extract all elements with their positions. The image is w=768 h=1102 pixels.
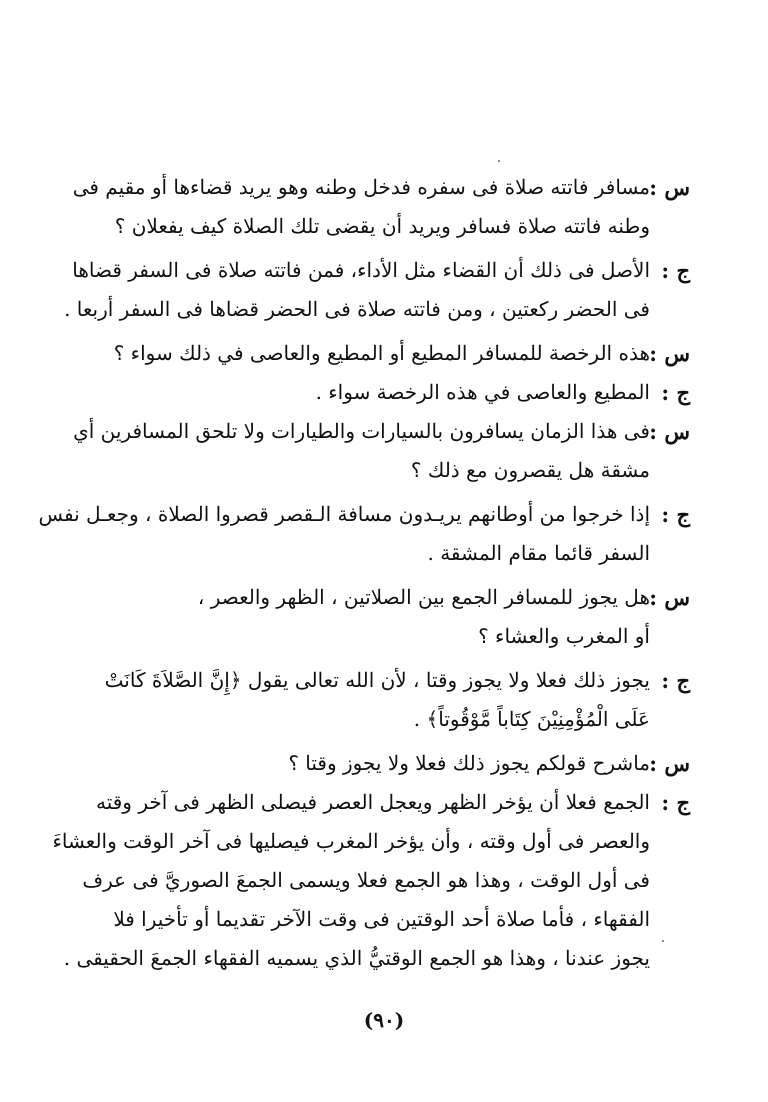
- text-line: السفر قائما مقام المشقة .: [427, 541, 650, 565]
- text-line: والعصر فى أول وقته ، وأن يؤخر المغرب فيصليها فى آخر الوقت والعشاءَ: [52, 829, 650, 853]
- scan-speck: [662, 940, 664, 942]
- entry-text: [64, 251, 650, 329]
- answer-entry: [52, 783, 690, 978]
- entry-text: [90, 334, 650, 373]
- answer-entry: [64, 251, 690, 329]
- text-line: المطيع والعاصى في هذه الرخصة سواء .: [315, 380, 650, 404]
- text-line: إذا خرجوا من أوطانهم يريـدون مسافة الـقصر قصروا الصلاة ، وجعـل نفس: [38, 502, 650, 526]
- text-line: هل يجوز للمسافر الجمع بين الصلاتين ، الظهر والعصر ،: [197, 585, 650, 609]
- entry-text: [38, 495, 650, 573]
- text-line: مشقة هل يقصرون مع ذلك ؟: [410, 458, 650, 482]
- text-line: ماشرح قولكم يجوز ذلك فعلا ولا يجوز وقتا ؟: [288, 751, 650, 775]
- question-entry: [90, 578, 690, 656]
- entry-marker: س :: [649, 175, 690, 200]
- text-line: وطنه فاتته صلاة فسافر ويريد أن يقضى تلك الصلاة كيف يفعلان ؟: [114, 214, 650, 238]
- text-line: الأصل فى ذلك أن القضاء مثل الأداء، فمن فاتته صلاة فى السفر قضاها: [72, 258, 650, 282]
- question-entry: [90, 744, 690, 783]
- entry-marker: ج :: [661, 502, 690, 527]
- entry-text: [73, 168, 650, 246]
- question-entry: [73, 412, 690, 490]
- question-entry: [90, 334, 690, 373]
- text-line: الجمع فعلا أن يؤخر الظهر ويعجل العصر فيصلى الظهر فى آخر وقته: [95, 790, 650, 814]
- entry-text: [90, 661, 650, 739]
- qa-text-block: [38, 168, 690, 983]
- entry-marker: ج :: [661, 258, 690, 283]
- text-line: هذه الرخصة للمسافر المطيع أو المطيع والعاصى في ذلك سواء ؟: [113, 341, 650, 365]
- entry-marker: س :: [649, 341, 690, 366]
- text-line: مسافر فاتته صلاة فى سفره فدخل وطنه وهو يريد قضاءها أو مقيم فى: [72, 175, 650, 199]
- entry-marker: ج :: [661, 790, 690, 815]
- page-number: (٩٠): [363, 1008, 405, 1032]
- entry-text: [52, 783, 650, 978]
- entry-marker: س :: [649, 585, 690, 610]
- scan-speck: [498, 160, 500, 162]
- entry-text: [90, 373, 650, 412]
- text-line: فى أول الوقت ، وهذا هو الجمع فعلا ويسمى الجمعَ الصوريَّ فى عرف: [82, 868, 650, 892]
- entry-marker: س :: [649, 419, 690, 444]
- entry-marker: ج :: [661, 668, 690, 693]
- text-line: أو المغرب والعشاء ؟: [478, 624, 650, 648]
- text-line: فى هذا الزمان يسافرون بالسيارات والطيارات ولا تلحق المسافرين أي: [73, 419, 650, 443]
- question-entry: [72, 168, 690, 246]
- entry-marker: س :: [649, 751, 690, 776]
- entry-marker: ج :: [661, 380, 690, 405]
- entry-text: [90, 744, 650, 783]
- text-line: يجوز عندنا ، وهذا هو الجمع الوقتيُّ الذي يسميه الفقهاء الجمعَ الحقيقى .: [63, 946, 650, 970]
- text-line: الفقهاء ، فأما صلاة أحد الوقتين فى وقت الآخر تقديما أو تأخيرا فلا: [113, 907, 650, 931]
- answer-entry: [90, 373, 690, 412]
- answer-entry: [38, 495, 690, 573]
- entry-text: [73, 412, 650, 490]
- answer-entry: [90, 661, 690, 739]
- entry-text: [90, 578, 650, 656]
- text-line: عَلَى الْمُؤْمِنِيْنَ كِتَاباً مَّوْقُوتاً﴾ .: [413, 707, 650, 731]
- text-line: فى الحضر ركعتين ، ومن فاتته صلاة فى الحضر قضاها فى السفر أربعا .: [64, 297, 650, 321]
- text-line: يجوز ذلك فعلا ولا يجوز وقتا ، لأن الله تعالى يقول ﴿إِنَّ الصَّلاَةَ كَانَتْ: [104, 668, 650, 692]
